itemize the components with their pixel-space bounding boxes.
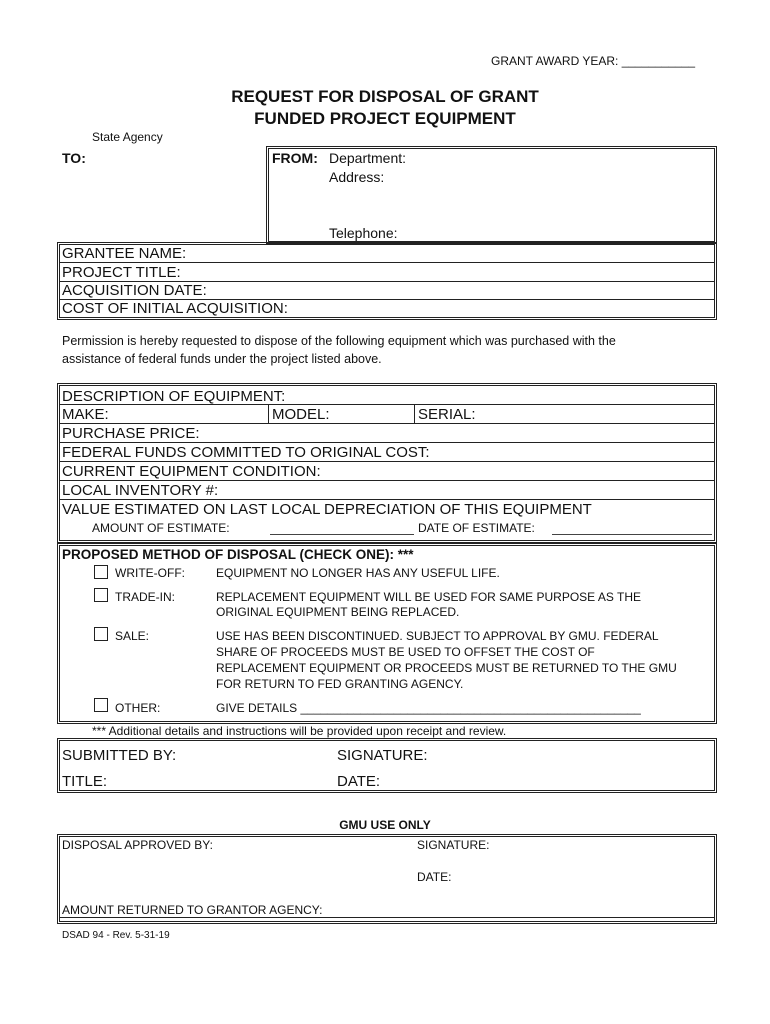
gmu-date-field[interactable]: DATE:	[417, 870, 452, 884]
title-field[interactable]: TITLE:	[62, 773, 108, 790]
write-off-label: WRITE-OFF:	[115, 566, 185, 580]
federal-funds-field[interactable]: FEDERAL FUNDS COMMITTED TO ORIGINAL COST:	[62, 444, 430, 461]
to-label: TO:	[62, 150, 86, 166]
sale-checkbox[interactable]	[94, 627, 108, 641]
approved-by-field[interactable]: DISPOSAL APPROVED BY:	[62, 838, 213, 852]
trade-in-checkbox[interactable]	[94, 588, 108, 602]
footnote: *** Additional details and instructions will be provided upon receipt and review.	[92, 724, 507, 738]
sale-desc-1: USE HAS BEEN DISCONTINUED. SUBJECT TO APPROVAL BY GMU. FEDERAL	[216, 629, 659, 643]
form-id: DSAD 94 - Rev. 5-31-19	[62, 930, 170, 941]
grantee-name-field[interactable]: GRANTEE NAME:	[62, 245, 187, 262]
trade-in-label: TRADE-IN:	[115, 590, 175, 604]
make-field[interactable]: MAKE:	[62, 406, 109, 423]
amount-returned-field[interactable]: AMOUNT RETURNED TO GRANTOR AGENCY:	[62, 903, 323, 917]
sale-desc-3: REPLACEMENT EQUIPMENT OR PROCEEDS MUST BE RETURNED TO THE GMU	[216, 661, 677, 675]
form-title-line1: REQUEST FOR DISPOSAL OF GRANT	[231, 87, 539, 106]
telephone-field[interactable]: Telephone:	[329, 225, 398, 241]
submitted-by-field[interactable]: SUBMITTED BY:	[62, 747, 177, 764]
permission-line1: Permission is hereby requested to dispose of the following equipment which was purchased with the	[62, 334, 616, 348]
amount-estimate-input[interactable]	[270, 534, 414, 535]
address-field[interactable]: Address:	[329, 169, 385, 185]
value-estimated-label: VALUE ESTIMATED ON LAST LOCAL DEPRECIATION OF THIS EQUIPMENT	[62, 501, 592, 518]
signature-field[interactable]: SIGNATURE:	[337, 747, 428, 764]
date-estimate-label: DATE OF ESTIMATE:	[418, 521, 535, 535]
gmu-use-only-heading: GMU USE ONLY	[339, 818, 431, 832]
other-checkbox[interactable]	[94, 698, 108, 712]
serial-field[interactable]: SERIAL:	[418, 406, 476, 423]
date-estimate-input[interactable]	[552, 534, 712, 535]
amount-estimate-label: AMOUNT OF ESTIMATE:	[92, 521, 230, 535]
department-field[interactable]: Department:	[329, 150, 407, 166]
date-field[interactable]: DATE:	[337, 773, 381, 790]
trade-in-desc-1: REPLACEMENT EQUIPMENT WILL BE USED FOR SAME PURPOSE AS THE	[216, 590, 641, 604]
trade-in-desc-2: ORIGINAL EQUIPMENT BEING REPLACED.	[216, 605, 460, 619]
sale-desc-4: FOR RETURN TO FED GRANTING AGENCY.	[216, 677, 464, 691]
purchase-price-field[interactable]: PURCHASE PRICE:	[62, 425, 200, 442]
gmu-signature-field[interactable]: SIGNATURE:	[417, 838, 490, 852]
model-field[interactable]: MODEL:	[272, 406, 330, 423]
acquisition-date-field[interactable]: ACQUISITION DATE:	[62, 282, 207, 299]
write-off-checkbox[interactable]	[94, 565, 108, 579]
condition-field[interactable]: CURRENT EQUIPMENT CONDITION:	[62, 463, 321, 480]
project-title-field[interactable]: PROJECT TITLE:	[62, 264, 181, 281]
other-details-field[interactable]: GIVE DETAILS ___________________________________________________	[216, 701, 641, 715]
form-title-line2: FUNDED PROJECT EQUIPMENT	[254, 109, 516, 128]
from-label: FROM:	[272, 150, 318, 166]
grant-award-year: GRANT AWARD YEAR: ___________	[491, 54, 696, 68]
inventory-field[interactable]: LOCAL INVENTORY #:	[62, 482, 219, 499]
write-off-desc: EQUIPMENT NO LONGER HAS ANY USEFUL LIFE.	[216, 566, 500, 580]
state-agency-label: State Agency	[92, 130, 163, 144]
sale-label: SALE:	[115, 629, 150, 643]
disposal-heading: PROPOSED METHOD OF DISPOSAL (CHECK ONE): ***	[62, 547, 414, 562]
other-label: OTHER:	[115, 701, 161, 715]
description-field[interactable]: DESCRIPTION OF EQUIPMENT:	[62, 388, 286, 405]
sale-desc-2: SHARE OF PROCEEDS MUST BE USED TO OFFSET THE COST OF	[216, 645, 595, 659]
cost-initial-acquisition-field[interactable]: COST OF INITIAL ACQUISITION:	[62, 300, 288, 317]
permission-line2: assistance of federal funds under the project listed above.	[62, 352, 382, 366]
